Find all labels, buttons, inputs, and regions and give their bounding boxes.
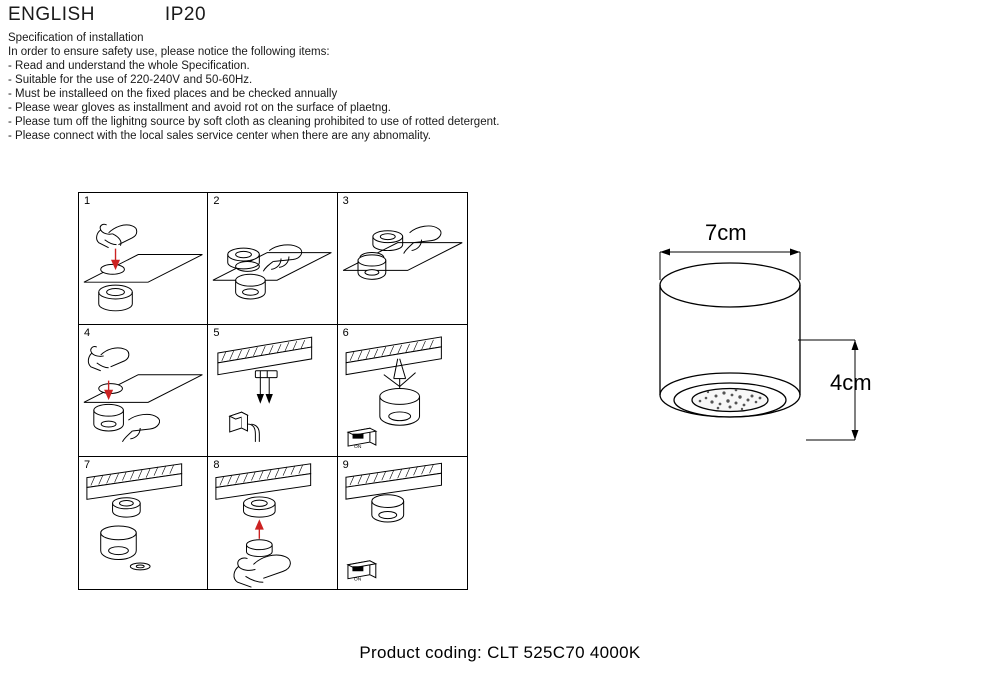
svg-text:ON: ON — [353, 445, 362, 451]
step-cell-8 — [208, 457, 337, 589]
step-7-illustration — [79, 457, 207, 589]
step-number-6: 6 — [342, 327, 349, 339]
step-number-5: 5 — [213, 327, 220, 339]
ip-rating-label: IP20 — [164, 4, 207, 25]
language-label: ENGLISH — [8, 4, 95, 25]
spec-item-3: - Must be installeed on the fixed places and be checked annually — [8, 88, 338, 100]
spec-item-5: - Please tum off the lighitng source by soft cloth as cleaning prohibited to use of rotted detergent. — [8, 116, 500, 128]
spec-item-2: - Suitable for the use of 220-240V and 50-60Hz. — [8, 74, 253, 86]
product-coding-footer: Product coding: CLT 525C70 4000K — [359, 643, 641, 662]
step-number-8: 8 — [213, 459, 220, 471]
spec-item-1: - Read and understand the whole Specification. — [8, 60, 250, 72]
step-cell-1 — [79, 193, 208, 325]
step-number-9: 9 — [342, 459, 349, 471]
step-4-illustration — [79, 325, 207, 456]
spec-title: Specification of installation — [8, 32, 144, 44]
spec-item-6: - Please connect with the local sales service center when there are any abnomality. — [8, 130, 431, 142]
step-number-2: 2 — [213, 195, 220, 207]
step-number-4: 4 — [84, 327, 91, 339]
step-8-illustration — [208, 457, 336, 589]
spec-item-4: - Please wear gloves as installment and avoid rot on the surface of plaetng. — [8, 102, 391, 114]
svg-text:ON: ON — [353, 577, 362, 583]
step-3-illustration — [338, 193, 467, 324]
step-cell-4 — [79, 325, 208, 457]
step-cell-6 — [338, 325, 467, 457]
step-6-illustration — [338, 325, 467, 456]
step-cell-5 — [208, 325, 337, 457]
document-header — [8, 4, 206, 26]
step-number-1: 1 — [84, 195, 91, 207]
installation-steps-grid — [78, 192, 468, 590]
step-9-illustration — [338, 457, 467, 589]
step-number-3: 3 — [342, 195, 349, 207]
spec-intro: In order to ensure safety use, please notice the following items: — [8, 46, 330, 58]
step-cell-2 — [208, 193, 337, 325]
step-number-7: 7 — [84, 459, 91, 471]
step-2-illustration — [208, 193, 336, 324]
step-1-illustration — [79, 193, 207, 324]
dimension-width-label: 7cm — [705, 220, 747, 245]
step-cell-7 — [79, 457, 208, 589]
step-cell-3 — [338, 193, 467, 325]
specification-block — [8, 31, 499, 143]
product-dimension-drawing — [630, 220, 930, 470]
step-cell-9 — [338, 457, 467, 589]
dimension-svg — [630, 230, 930, 470]
dimension-height-label: 4cm — [830, 370, 872, 395]
step-5-illustration — [208, 325, 336, 456]
